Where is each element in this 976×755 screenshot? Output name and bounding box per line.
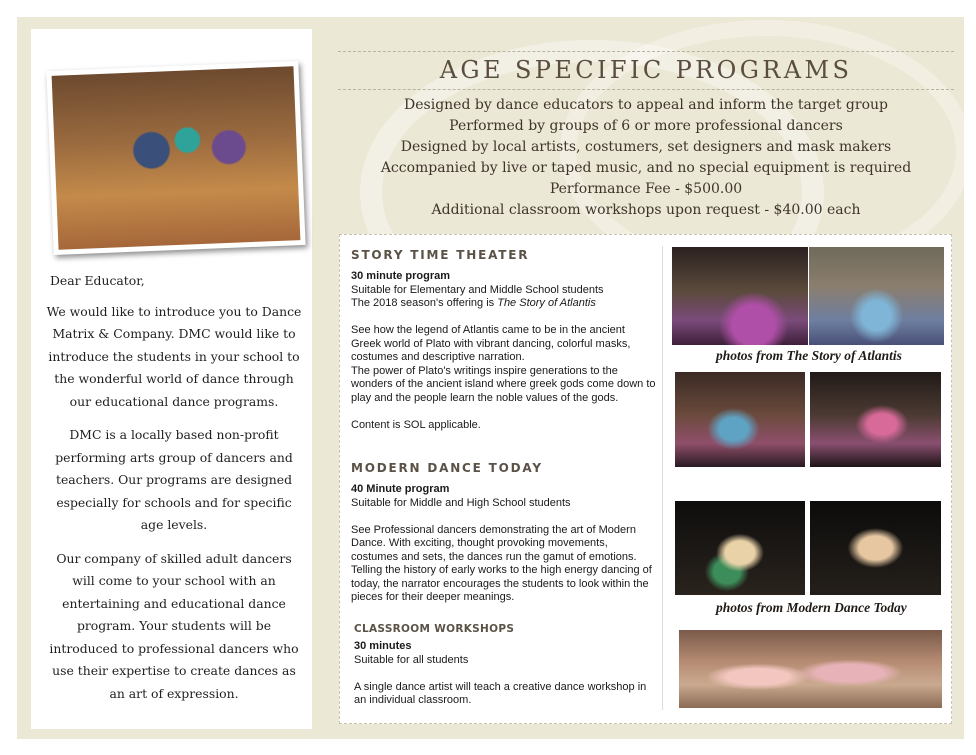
letter-greeting: Dear Educator, <box>50 273 145 288</box>
atlantis-photo <box>675 372 805 467</box>
story-time-heading: STORY TIME THEATER <box>351 248 530 262</box>
atlantis-photo <box>809 247 944 345</box>
modern-dance-details <box>351 483 656 605</box>
highlight-line: Designed by local artists, costumers, set designers and mask makers <box>400 139 892 155</box>
letter-paragraph: We would like to introduce you to Dance Matrix & Company. DMC would like to introduce the students in your school to the wonderful world of dance through our educational dance programs. <box>46 303 302 409</box>
title-rule-bottom <box>338 89 954 90</box>
story-duration: 30 minute program <box>351 270 451 282</box>
featured-dance-photo <box>46 61 305 255</box>
title-rule-top <box>338 51 954 52</box>
modern-audience: Suitable for Middle and High School students <box>351 496 571 509</box>
story-time-details <box>351 270 656 432</box>
modern-dance-photo <box>675 501 805 595</box>
sol-note: Content is SOL applicable. <box>351 418 481 431</box>
story-description: See how the legend of Atlantis came to be in the ancient Greek world of Plato with vibrant dancing, colorful masks, costumes and descriptive narration. <box>351 324 631 363</box>
highlight-line: Performed by groups of 6 or more professional dancers <box>449 118 843 134</box>
modern-description: See Professional dancers demonstrating the art of Modern Dance. With exciting, thought provoking movements, costumes and sets, the dances run the gamut of emotions. Telling the history of early works to the high energy dancing of today, the narrator encourages the students to look within the pieces for their deeper meanings. <box>351 523 652 603</box>
program-highlights <box>338 95 954 221</box>
modern-caption: photos from Modern Dance Today <box>716 600 907 615</box>
page-title: AGE SPECIFIC PROGRAMS <box>439 56 853 84</box>
workshops-audience: Suitable for all students <box>354 653 469 666</box>
workshops-description: A single dance artist will teach a creative dance workshop in an individual classroom. <box>354 680 647 706</box>
story-audience: Suitable for Elementary and Middle School students <box>351 283 604 296</box>
offering-title: The Story of Atlantis <box>497 297 596 309</box>
classroom-workshop-photo <box>679 630 942 708</box>
column-divider <box>662 246 663 710</box>
highlight-line: Accompanied by live or taped music, and no special equipment is required <box>380 160 912 176</box>
letter-paragraph: DMC is a locally based non-profit performing arts group of dancers and teachers. Our programs are designed especially for schools and for specific age levels. <box>55 427 293 532</box>
performance-fee: Performance Fee - $500.00 <box>549 181 743 197</box>
dancers-in-studio-image <box>52 66 301 250</box>
modern-dance-heading: MODERN DANCE TODAY <box>351 461 543 475</box>
modern-dance-photo <box>810 501 941 595</box>
letter-paragraph: Our company of skilled adult dancers will come to your school with an entertaining and educational dance program. Your students will be introduced to professional dancers who use their expertise to create dances as an art of expression. <box>49 550 299 701</box>
atlantis-photo <box>810 372 941 467</box>
workshop-fee: Additional classroom workshops upon request - $40.00 each <box>431 202 861 218</box>
workshops-details <box>354 640 654 708</box>
atlantis-caption: photos from The Story of Atlantis <box>716 348 902 363</box>
highlight-line: Designed by dance educators to appeal and inform the target group <box>404 97 888 113</box>
workshops-heading: CLASSROOM WORKSHOPS <box>354 623 515 635</box>
story-offering <box>351 297 656 311</box>
workshops-duration: 30 minutes <box>354 640 412 652</box>
story-description: The power of Plato's writings inspire generations to the wonders of the ancient island where greek gods come down to play and the people learn the noble values of the gods. <box>351 364 656 404</box>
modern-duration: 40 Minute program <box>351 483 450 495</box>
educator-letter <box>46 270 302 716</box>
atlantis-photo <box>672 247 808 345</box>
offering-prefix: The 2018 season's offering is <box>351 297 498 309</box>
